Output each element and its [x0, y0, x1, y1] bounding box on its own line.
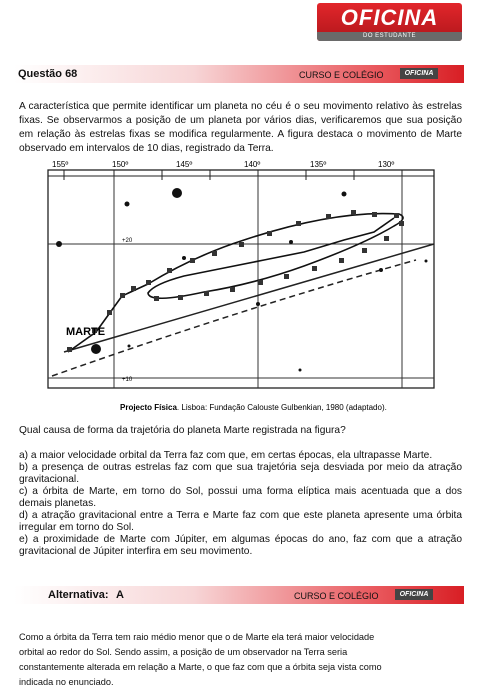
answer-explanation: Como a órbita da Terra tem raio médio menor que o de Marte ela terá maior velocidade orbital ao redor do Sol. Sendo assim, a posição de um observador na Terra seria constantemente alterada em relação a Marte, o que faz com que a órbita seja vista como indicada no enunciado. [19, 632, 382, 687]
dec-label-20: +20 [122, 238, 133, 244]
mars-label: MARTE [66, 326, 106, 338]
logo-subtitle: DO ESTUDANTE [317, 32, 462, 41]
tick-130: 130º [378, 160, 395, 169]
tick-155: 155º [52, 160, 69, 169]
caption-title: Projecto Física [120, 403, 177, 412]
answer-course-label: CURSO E COLÉGIO [294, 591, 379, 601]
tick-135: 135º [310, 160, 327, 169]
oficina-badge: OFICINA [400, 68, 438, 79]
dec-label-10: +10 [122, 377, 133, 383]
question-text: Qual causa de forma da trajetória do planeta Marte registrada na figura? [19, 425, 346, 436]
oficina-logo [317, 3, 462, 41]
figure-caption [120, 403, 387, 412]
tick-145: 145º [176, 160, 193, 169]
question-intro: A característica que permite identificar um planeta no céu é o seu movimento relativo às estrelas fixas. Se observarmos a posição de um planeta por vários dias, verificaremos que sua posição em relação às estrelas fixas se modifica regularmente. A figura destaca o movimento de Marte observado em intervalos de 10 dias, registrado da Terra. [19, 101, 462, 154]
answer-value: A [116, 589, 124, 601]
answer-label: Alternativa: [48, 589, 109, 601]
logo-brand: OFICINA [340, 5, 439, 30]
tick-150: 150º [112, 160, 129, 169]
answer-oficina-badge: OFICINA [395, 589, 433, 600]
answer-header-bar [14, 586, 464, 604]
option-e: e) a proximidade de Marte com Júpiter, em algumas épocas do ano, faz com que a atração gravitacional de Júpiter interfira em seu movimento. [19, 534, 462, 557]
course-label: CURSO E COLÉGIO [299, 70, 384, 80]
question-number: Questão 68 [18, 68, 78, 80]
answer-options [19, 450, 462, 558]
trajectory-svg [44, 158, 441, 416]
option-c: c) a órbita de Marte, em torno do Sol, possui uma forma elíptica mais acentuada que a dos demais planetas. [19, 486, 462, 509]
option-d: d) a atração gravitacional entre a Terra e Marte faz com que este planeta apresente uma órbita irregular em torno do Sol. [19, 510, 462, 533]
tick-140: 140º [244, 160, 261, 169]
option-b: b) a presença de outras estrelas faz com que sua trajetória seja desviada por meio da atração gravitacional. [19, 462, 462, 485]
caption-source: . Lisboa: Fundação Calouste Gulbenkian, 1980 (adaptado). [176, 403, 387, 412]
option-a: a) a maior velocidade orbital da Terra faz com que, em certas épocas, ela ultrapasse Marte. [19, 450, 433, 461]
mars-trajectory-figure [44, 158, 441, 416]
question-header-bar [14, 65, 464, 83]
